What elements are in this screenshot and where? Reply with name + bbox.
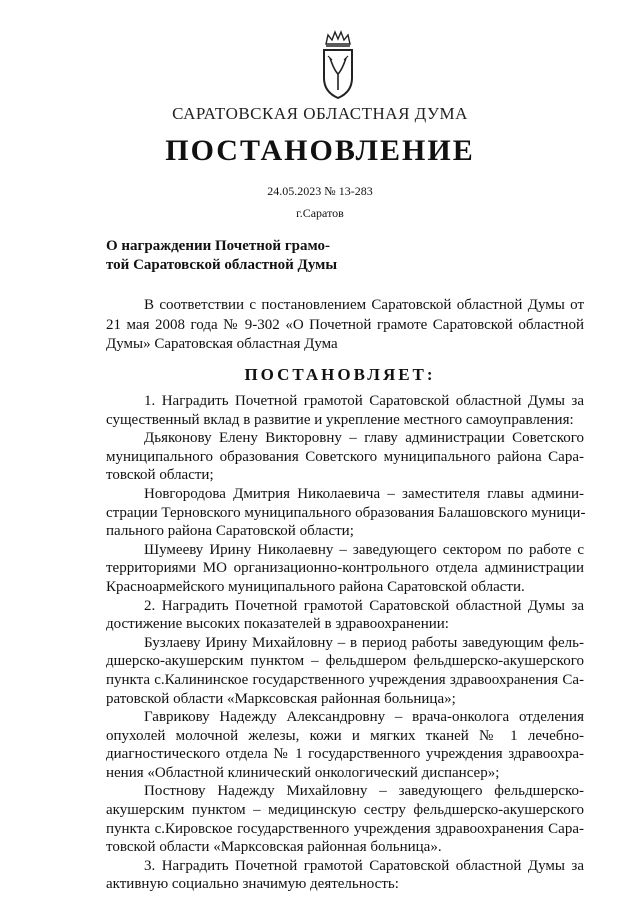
decree-body: [106, 392, 584, 894]
body-line: существенный вклад в развитие и укрепление местного самоуправления:: [106, 411, 574, 428]
body-line: ратовской области «Марксовская районная больница»;: [106, 690, 456, 707]
body-line: Шумееву Ирину Николаевну – заведующего сектором по работе с: [144, 541, 584, 558]
body-line: страции Терновского муниципального образования Балашовского муници-: [106, 504, 586, 521]
preamble-line: Думы» Саратовская областная Дума: [106, 336, 338, 352]
body-line: муниципального образования Советского муниципального района Сара-: [106, 448, 584, 465]
body-line: активную социально значимую деятельность:: [106, 876, 399, 893]
body-line: 2. Наградить Почетной грамотой Саратовской областной Думы за: [144, 597, 584, 614]
coat-of-arms-icon: [318, 30, 358, 100]
organization-name: САРАТОВСКАЯ ОБЛАСТНАЯ ДУМА: [172, 104, 468, 123]
subject-line: той Саратовской областной Думы: [106, 257, 338, 273]
body-line: 1. Наградить Почетной грамотой Саратовской областной Думы за: [144, 393, 584, 409]
body-line: Новгородова Дмитрия Николаевича – заместителя главы админи-: [144, 485, 584, 502]
body-line: опухолей молочной железы, кожи и мягких тканей № 1 лечебно-: [106, 727, 584, 744]
decree-heading: ПОСТАНОВЛЯЕТ:: [244, 365, 436, 384]
body-line: товской области;: [106, 467, 214, 484]
body-line: пункта с.Калининское государственного учреждения здравоохранения Са-: [106, 671, 584, 688]
preamble-line: 21 мая 2008 года № 9-302 «О Почетной грамоте Саратовской областной: [106, 316, 584, 333]
body-line: Красноармейского муниципального района Саратовской области.: [106, 578, 525, 595]
body-line: Постнову Надежду Михайловну – заведующего фельдшерско-: [144, 783, 584, 800]
body-line: пункта с.Кировское государственного учреждения здравоохранения Сара-: [106, 820, 584, 837]
body-line: дшерско-акушерским пунктом – фельдшером фельдшерско-акушерского: [106, 653, 584, 670]
body-line: 3. Наградить Почетной грамотой Саратовской областной Думы за: [144, 857, 584, 874]
body-line: нения «Областной клинический онкологический диспансер»;: [106, 764, 500, 781]
document-type-title: ПОСТАНОВЛЕНИЕ: [165, 134, 475, 167]
body-line: Бузлаеву Ирину Михайловну – в период работы заведующим фель-: [144, 634, 584, 651]
city: г.Саратов: [296, 206, 344, 220]
body-line: пального района Саратовской области;: [106, 523, 354, 540]
date-and-number: 24.05.2023 № 13-283: [267, 184, 373, 198]
body-line: диагностического отдела № 1 государственного учреждения здравоохра-: [106, 746, 584, 763]
body-line: территориями МО организационно-контрольного отдела администрации: [106, 560, 584, 577]
body-line: акушерским пунктом – медицинскую сестру фельдшерско-акушерского: [106, 802, 584, 819]
subject-line: О награждении Почетной грамо-: [106, 238, 330, 254]
body-line: Гаврикову Надежду Александровну – врача-онколога отделения: [144, 709, 584, 726]
body-line: товской области «Марксовская районная больница».: [106, 839, 442, 856]
body-line: достижение высоких показателей в здравоохранении:: [106, 616, 449, 633]
document-subject: [106, 237, 366, 275]
preamble-line: В соответствии с постановлением Саратовской областной Думы от: [144, 297, 584, 313]
body-line: Дьяконову Елену Викторовну – главу администрации Советского: [144, 430, 584, 447]
preamble: [106, 296, 584, 355]
